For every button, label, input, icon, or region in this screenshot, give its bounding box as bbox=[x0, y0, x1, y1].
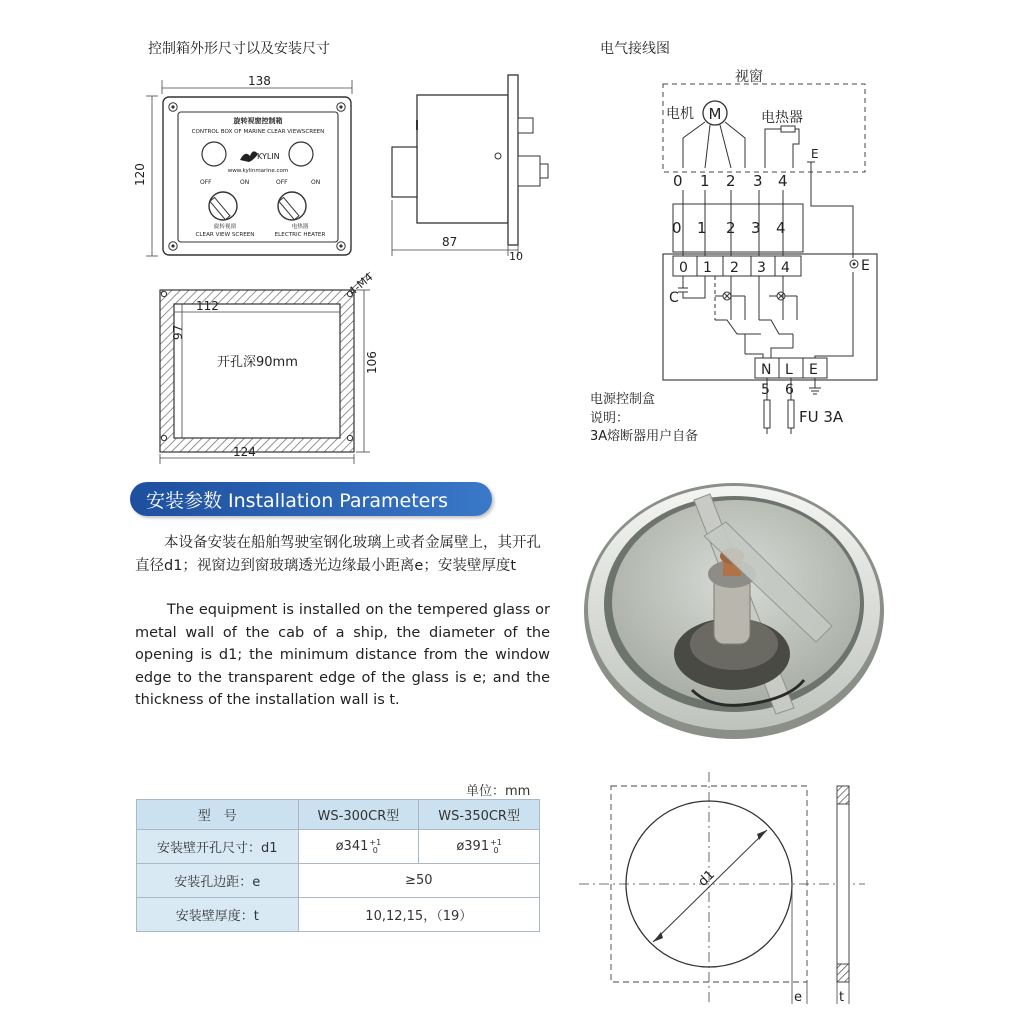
capacitor-label: C bbox=[669, 290, 679, 306]
switch2-off-label: OFF bbox=[276, 179, 288, 186]
dim-112: 112 bbox=[196, 299, 219, 313]
box-terminal-1: 1 bbox=[703, 260, 712, 276]
header-ws350: WS-350CR型 bbox=[419, 800, 540, 830]
indicator-lamp-2 bbox=[289, 142, 313, 166]
mid-terminal-3: 3 bbox=[751, 219, 761, 237]
d1-value-ws300: ø341 bbox=[335, 838, 369, 854]
mid-terminal-1: 1 bbox=[697, 219, 707, 237]
switch2-label-cn: 电热器 bbox=[291, 224, 309, 230]
table-row bbox=[137, 864, 540, 898]
cell-t-value: 10,12,15，（19） bbox=[298, 898, 539, 932]
power-number-5: 5 bbox=[761, 382, 770, 398]
screw-label: 4-M4 bbox=[346, 270, 376, 299]
dim-106: 106 bbox=[365, 351, 379, 374]
cell-d1-ws350 bbox=[419, 830, 540, 864]
switch1-label-cn: 旋转视窗 bbox=[213, 224, 237, 230]
row-label-t: 安装壁厚度：t bbox=[137, 898, 299, 932]
panel-title-en: CONTROL BOX OF MARINE CLEAR VIEWSCREEN bbox=[191, 129, 325, 135]
window-box bbox=[663, 84, 865, 172]
installation-paragraph-cn: 本设备安装在船舶驾驶室钢化玻璃上或者金属壁上，其开孔直径d1；视窗边到窗玻璃透光边缘最小距离e；安装壁厚度t bbox=[135, 535, 541, 574]
motor-symbol: M bbox=[708, 105, 722, 123]
note-text: 3A熔断器用户自备 bbox=[590, 429, 699, 444]
top-terminal-2: 2 bbox=[726, 172, 736, 190]
window-earth-label: E bbox=[811, 147, 819, 161]
fuse-icon-2 bbox=[788, 400, 794, 428]
switch1-on-label: ON bbox=[240, 179, 250, 186]
tol-upper-ws350: +1 bbox=[490, 837, 502, 847]
row-label-d1: 安装壁开孔尺寸：d1 bbox=[137, 830, 299, 864]
tol-upper-ws300: +1 bbox=[369, 837, 382, 847]
opening-diagram bbox=[575, 770, 875, 1010]
dim-10: 10 bbox=[509, 250, 523, 263]
product-photo bbox=[584, 476, 890, 742]
power-terminal-n: N bbox=[761, 362, 772, 378]
switch2-label-en: ELECTRIC HEATER bbox=[274, 232, 326, 238]
heater-resistor-icon bbox=[781, 126, 795, 132]
power-terminal-e: E bbox=[809, 362, 818, 378]
power-terminal-l: L bbox=[785, 362, 793, 378]
dim-97: 97 bbox=[171, 324, 185, 340]
cell-d1-ws300 bbox=[298, 830, 419, 864]
box-terminal-4: 4 bbox=[781, 260, 790, 276]
table-header-row bbox=[137, 800, 540, 830]
top-terminal-4: 4 bbox=[778, 172, 788, 190]
note-title: 说明： bbox=[590, 411, 630, 426]
t-label: t bbox=[839, 990, 845, 1005]
row-label-e: 安装孔边距：e bbox=[137, 864, 299, 898]
mid-terminal-2: 2 bbox=[726, 219, 736, 237]
dim-138: 138 bbox=[248, 74, 271, 88]
fuse-label: FU 3A bbox=[799, 408, 844, 426]
dim-87: 87 bbox=[442, 235, 458, 249]
header-ws300: WS-300CR型 bbox=[298, 800, 419, 830]
e-label: e bbox=[794, 990, 802, 1005]
indicator-lamp-1 bbox=[202, 142, 226, 166]
motor-label: 电机 bbox=[666, 106, 694, 122]
window-label: 视窗 bbox=[735, 69, 763, 85]
switch1-off-label: OFF bbox=[200, 179, 212, 186]
box-terminal-2: 2 bbox=[730, 260, 739, 276]
dim-124: 124 bbox=[233, 445, 256, 459]
dim-120: 120 bbox=[133, 163, 147, 186]
wall-section bbox=[837, 786, 849, 982]
d1-value-ws350: ø391 bbox=[456, 838, 490, 854]
power-number-6: 6 bbox=[785, 382, 794, 398]
side-view-body bbox=[417, 95, 508, 223]
fuse-icon-1 bbox=[764, 400, 770, 428]
installation-heading: 安装参数 Installation Parameters bbox=[130, 482, 492, 516]
switch2-on-label: ON bbox=[311, 179, 321, 186]
website: www.kylinmarine.com bbox=[227, 168, 289, 174]
table-row bbox=[137, 898, 540, 932]
brand-name: KYLIN bbox=[257, 152, 280, 161]
panel-title-cn: 旋转视窗控制箱 bbox=[233, 117, 283, 125]
box-terminal-3: 3 bbox=[757, 260, 766, 276]
cutout-depth-note: 开孔深90mm bbox=[217, 355, 298, 370]
power-box-name: 电源控制盒 bbox=[590, 392, 656, 407]
wiring-diagram-title: 电气接线图 bbox=[600, 41, 670, 57]
box-earth-label: E bbox=[861, 258, 870, 274]
mid-terminal-0: 0 bbox=[672, 219, 682, 237]
dimension-drawing-title: 控制箱外形尺寸以及安装尺寸 bbox=[148, 41, 330, 57]
box-terminal-0: 0 bbox=[679, 260, 688, 276]
top-terminal-3: 3 bbox=[753, 172, 763, 190]
heater-label: 电热器 bbox=[761, 110, 803, 126]
unit-label: 单位：mm bbox=[466, 784, 531, 799]
tol-lower-ws300: 0 bbox=[372, 845, 378, 855]
d1-label: d1 bbox=[695, 867, 718, 890]
wiring-diagram bbox=[585, 58, 885, 458]
header-model: 型 号 bbox=[137, 800, 299, 830]
top-terminal-0: 0 bbox=[673, 172, 683, 190]
top-terminal-1: 1 bbox=[700, 172, 710, 190]
parameters-table bbox=[136, 799, 540, 932]
tol-lower-ws350: 0 bbox=[493, 845, 499, 855]
cell-e-value: ≥50 bbox=[298, 864, 539, 898]
cutout-opening bbox=[174, 304, 340, 438]
switch1-label-en: CLEAR VIEW SCREEN bbox=[195, 232, 255, 238]
table-row bbox=[137, 830, 540, 864]
control-box-drawing bbox=[130, 60, 560, 470]
mid-terminal-4: 4 bbox=[776, 219, 786, 237]
installation-paragraph-en: The equipment is installed on the tempered glass or metal wall of the cab of a ship, the diameter of the opening is d1; the minimum distance from the window edge to the transparent edge of the glass is e; and the thickness of the installation wall is t. bbox=[135, 602, 550, 708]
